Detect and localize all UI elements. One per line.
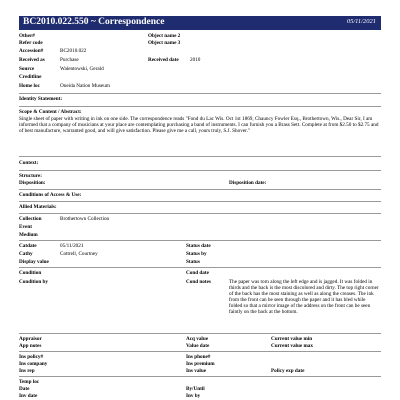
app-notes-label: App notes (19, 343, 42, 349)
ins-company-label: Ins company (19, 361, 48, 367)
other-no-label: Other# (19, 33, 35, 39)
collection-value: Brothertown Collection (60, 216, 110, 222)
date-label: Date (19, 386, 30, 392)
disposition-label: Disposition: (19, 180, 46, 186)
received-as-label: Received as (19, 57, 45, 63)
status-by-label: Status by (186, 251, 207, 257)
cond-date-label: Cond date (186, 270, 209, 276)
object-name-3-label: Object name 3 (148, 40, 181, 46)
value-date-label: Value date (186, 343, 210, 349)
accession-no-label: Accession# (19, 48, 44, 54)
ins-rep-label: Ins rep (19, 368, 35, 374)
record-date: 05/11/2021 (346, 18, 376, 25)
refer-code-label: Refer code (19, 40, 43, 46)
display-value-label: Display value (19, 259, 49, 265)
home-loc-value: Oneida Nation Museum (60, 83, 110, 89)
object-name-2-label: Object name 2 (148, 33, 181, 39)
ins-phone-label: Ins phone# (186, 354, 211, 360)
event-label: Event (19, 224, 32, 230)
divider (19, 156, 381, 157)
record-title: BC2010.022.550 ~ Correspondence (23, 17, 165, 27)
divider (19, 240, 381, 241)
scope-content-label: Scope & Content / Abstract: (19, 109, 82, 115)
condition-by-label: Condition by (19, 279, 48, 285)
collection-label: Collection (19, 216, 42, 222)
divider (19, 93, 381, 94)
identity-statement-label: Identity Statement: (19, 96, 63, 102)
medium-label: Medium (19, 232, 38, 238)
received-date-label: Received date (148, 57, 179, 63)
ins-premium-label: Ins premium (186, 361, 215, 367)
status-date-label: Status date (186, 243, 211, 249)
record-header (19, 16, 381, 30)
source-label: Source (19, 66, 35, 72)
cathy-value: Cottrell, Courtney (60, 251, 98, 257)
catdate-value: 05/11/2021 (60, 243, 84, 249)
context-label: Context: (19, 160, 39, 166)
cond-notes-value: The paper was torn along the left edge and is jagged. It was folded in thirds and the back is the most discolored and dirty. The top right corner of the back has the most staining as well as along the creases. The ink from the front can be seen through the paper and it has bled while folded so that a mirror image of the address on the front can be seen faintly on the back at the bottom. (229, 279, 379, 315)
divider (19, 170, 381, 171)
acq-value-label: Acq value (186, 336, 209, 342)
received-as-value: Purchase (60, 57, 79, 63)
source-value: Walentowski, Gerald (60, 66, 104, 72)
cond-notes-label: Cond notes (186, 279, 211, 285)
scope-content-value: Single sheet of paper with writing in ink on one side. The correspondence reads "Fond du Lac Wis. Oct 1st 1869, Chauncy Fowler Esq., Brothertown, Wis., Dear Sir, I am informed that a company of musicians at your place are contemplating purchasing a band of instruments. I can furnish you a Brass Sett. Complete at from $2.50 to $2.75 and of best manufacture, warranted good, and will give satisfaction. Please give me a call, yours truly, S.J. Shover." (19, 116, 379, 134)
home-loc-label: Home loc (19, 83, 40, 89)
accession-no-value: BC2010.022 (60, 48, 87, 54)
policy-exp-date-label: Policy exp date (271, 368, 305, 374)
condition-label: Condition (19, 270, 42, 276)
current-value-max-label: Current value max (271, 343, 313, 349)
divider (19, 267, 381, 268)
divider (19, 376, 381, 377)
credit-line-label: Creditline (19, 74, 42, 80)
divider (19, 106, 381, 107)
status-label: Status (186, 259, 200, 265)
catdate-label: Catdate (19, 243, 37, 249)
divider (19, 351, 381, 352)
cathy-label: Cathy (19, 251, 33, 257)
conditions-access-label: Conditions of Access & Use: (19, 192, 82, 198)
inv-date-label: Inv date (19, 393, 38, 399)
disposition-date-label: Disposition date: (229, 180, 267, 186)
structure-label: Structure: (19, 173, 42, 179)
allied-materials-label: Allied Materials: (19, 204, 57, 210)
appraisor-label: Appraisor (19, 336, 42, 342)
divider (19, 189, 381, 190)
inv-by-label: Inv by (186, 393, 201, 399)
ins-policy-label: Ins policy# (19, 354, 44, 360)
divider (19, 333, 381, 334)
divider (19, 201, 381, 202)
ins-value-label: Ins value (186, 368, 207, 374)
by-until-label: By/Until (186, 386, 205, 392)
divider (19, 213, 381, 214)
received-date-value: 2010 (190, 57, 201, 63)
current-value-min-label: Current value min (271, 336, 313, 342)
temp-loc-label: Temp loc (19, 379, 40, 385)
